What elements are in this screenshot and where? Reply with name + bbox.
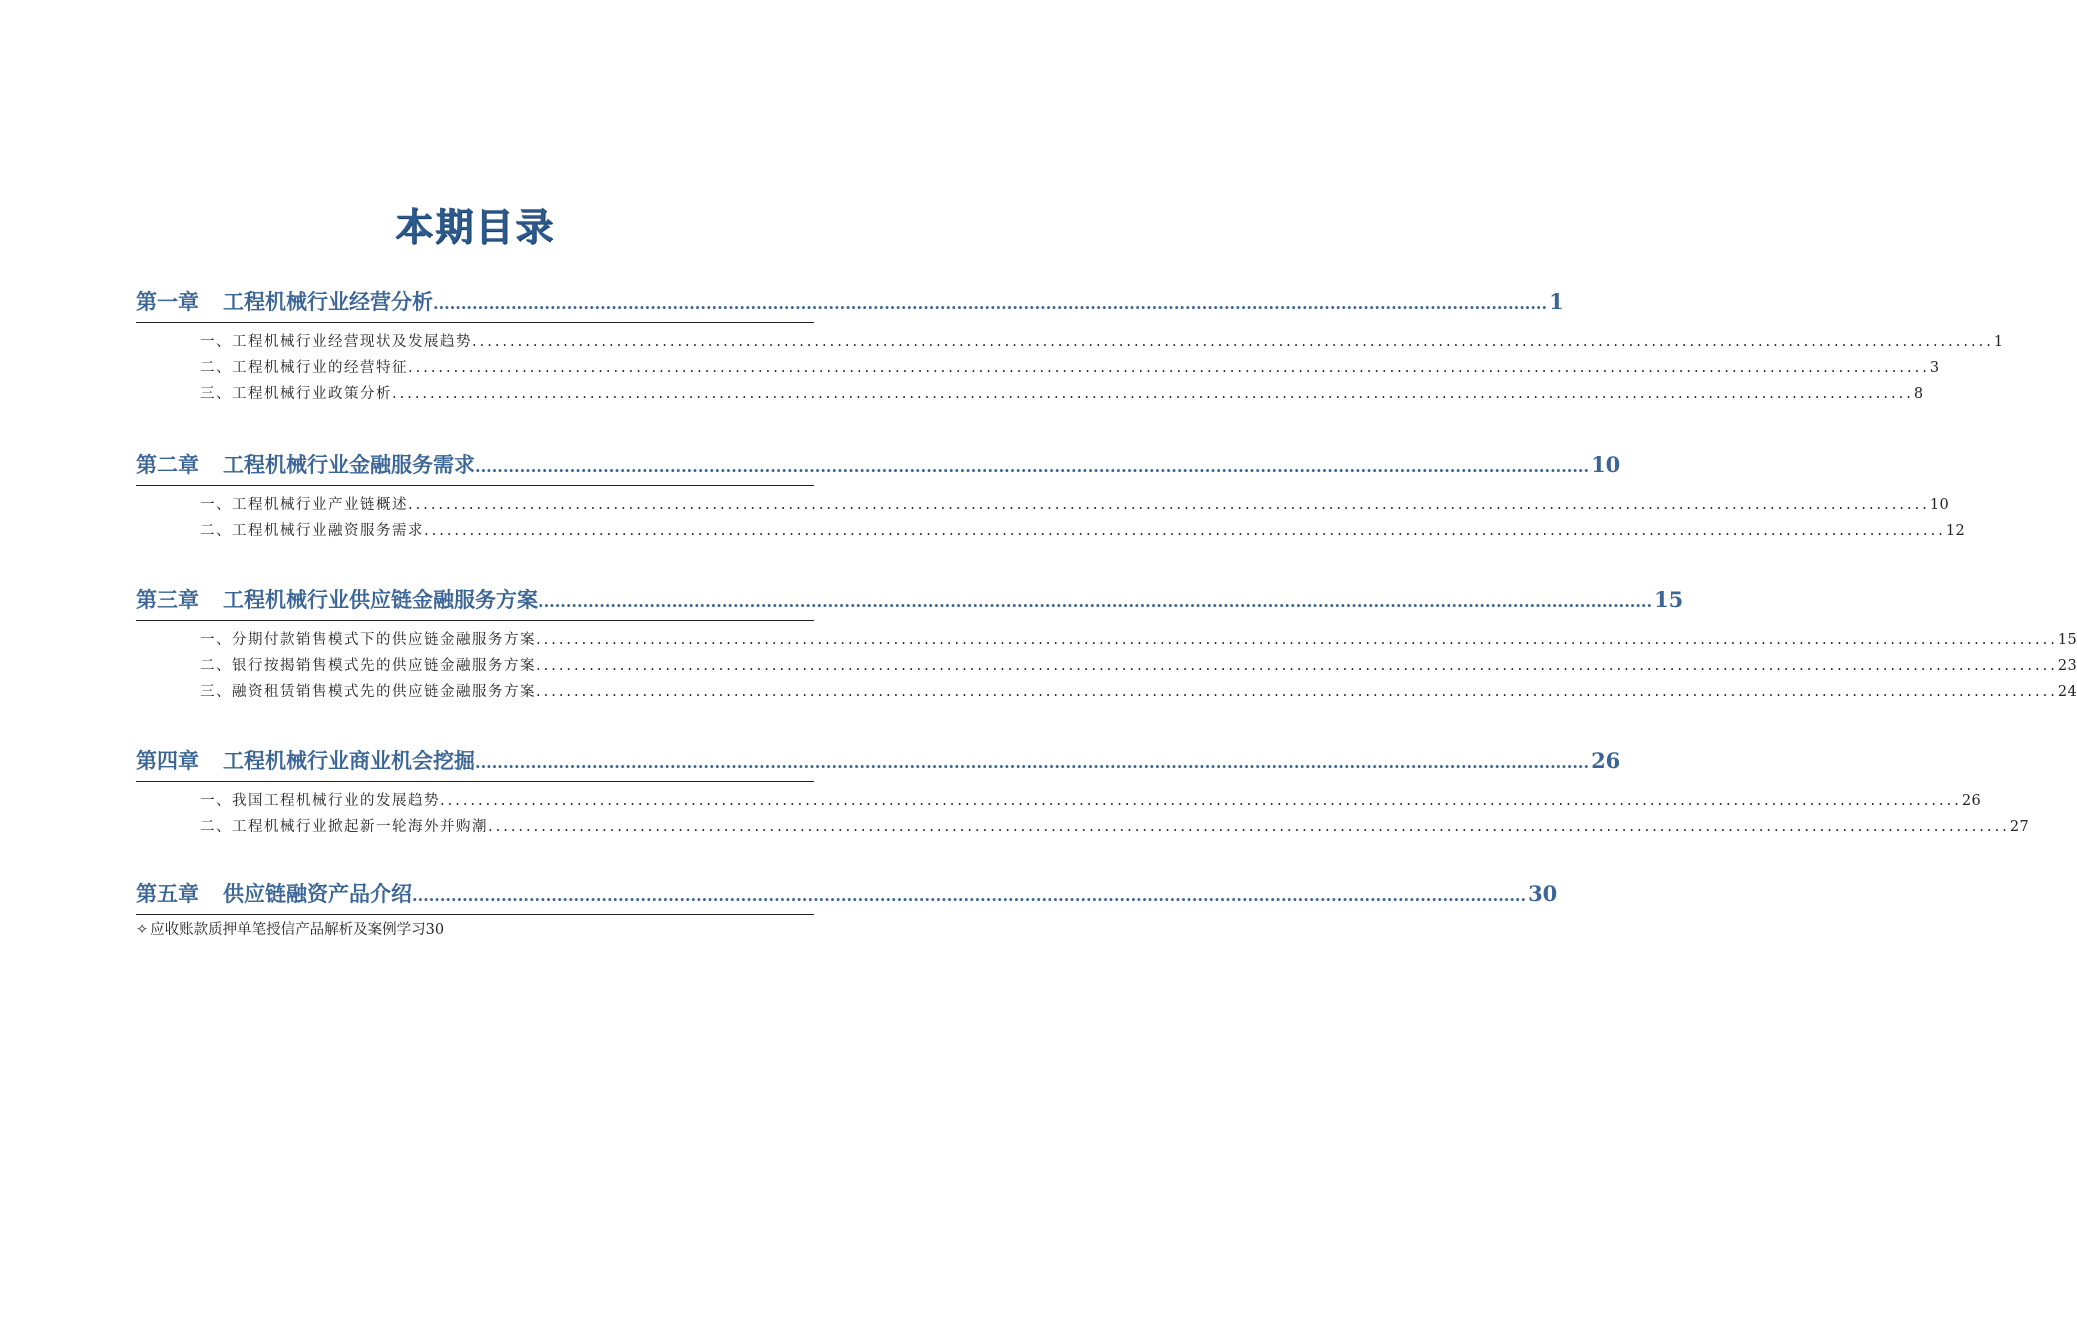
table-of-contents [136,282,2077,943]
chapter-page-number: 10 [1591,452,1621,477]
toc-section-entry[interactable] [136,814,2030,840]
page-title: 本期目录 [394,205,555,249]
chapter-page-number: 30 [1528,881,1558,906]
chapter-title: 工程机械行业供应链金融服务方案 [223,587,538,612]
section-title: 一、工程机械行业经营现状及发展趋势 [200,334,472,350]
section-list [136,782,2030,840]
toc-chapter-entry[interactable] [136,445,1621,486]
chapter-title: 工程机械行业商业机会挖掘 [223,748,475,773]
section-page-number: 1 [1993,334,2004,350]
toc-chapter-entry[interactable] [136,282,1564,323]
chapter-page-number: 15 [1654,587,1684,612]
chapter-number: 第二章 [136,452,199,477]
section-title: 二、工程机械行业融资服务需求 [200,523,424,539]
chapter-page-number: 26 [1591,748,1621,773]
toc-section-entry[interactable] [136,653,2077,679]
leader-dots: ........................................................................................................................................................................................................ [412,886,1527,905]
section-page-number: 26 [1961,793,1982,809]
section-title: 三、融资租赁销售模式先的供应链金融服务方案 [200,684,536,700]
toc-chapter [136,580,2077,705]
section-title: 二、工程机械行业的经营特征 [200,360,408,376]
toc-section-entry[interactable] [136,679,2077,705]
chapter-number: 第一章 [136,289,199,314]
section-page-number: 23 [2057,658,2077,674]
toc-section-entry[interactable] [136,788,1982,814]
leader-dots: ........................................................................................................................................................................................................ [440,793,1962,809]
leader-dots: ........................................................................................................................................................................................................ [475,753,1590,772]
toc-section-entry[interactable] [136,627,2077,653]
toc-chapter [136,282,2004,407]
toc-section-entry[interactable] [136,355,1940,381]
leader-dots: ........................................................................................................................................................................................................ [472,334,1994,350]
note-text: 应收账款质押单笔授信产品解析及案例学习30 [150,922,445,938]
leader-dots: ........................................................................................................................................................................................................ [536,684,2058,700]
section-title: 一、分期付款销售模式下的供应链金融服务方案 [200,632,536,648]
chapter-number: 第五章 [136,881,199,906]
chapter-title: 工程机械行业金融服务需求 [223,452,475,477]
toc-chapter [136,445,1966,544]
chapter-page-number: 1 [1549,289,1564,314]
leader-dots: ........................................................................................................................................................................................................ [488,819,2010,835]
section-title: 一、我国工程机械行业的发展趋势 [200,793,440,809]
leader-dots: ........................................................................................................................................................................................................ [408,360,1930,376]
toc-section-entry[interactable] [136,492,1950,518]
section-title: 三、工程机械行业政策分析 [200,386,392,402]
toc-chapter [136,874,1558,915]
section-title: 一、工程机械行业产业链概述 [200,497,408,513]
diamond-outline-icon: ✧ [136,922,149,938]
leader-dots: ........................................................................................................................................................................................................ [536,658,2058,674]
section-page-number: 12 [1945,523,1966,539]
chapter-title: 工程机械行业经营分析 [223,289,433,314]
toc-section-entry[interactable] [136,329,2004,355]
toc-chapter-entry[interactable] [136,580,1684,621]
section-page-number: 27 [2009,819,2030,835]
section-title: 二、银行按揭销售模式先的供应链金融服务方案 [200,658,536,674]
section-page-number: 15 [2057,632,2077,648]
section-list [136,323,2004,407]
section-list [136,621,2077,705]
leader-dots: ........................................................................................................................................................................................................ [538,592,1653,611]
toc-note-entry[interactable] [136,915,814,943]
toc-section-entry[interactable] [136,518,1966,544]
leader-dots: ........................................................................................................................................................................................................ [392,386,1914,402]
leader-dots: ........................................................................................................................................................................................................ [475,457,1590,476]
section-page-number: 3 [1929,360,1940,376]
leader-dots: ........................................................................................................................................................................................................ [536,632,2058,648]
leader-dots: ........................................................................................................................................................................................................ [433,294,1548,313]
section-list [136,486,1966,544]
toc-section-entry[interactable] [136,381,1924,407]
toc-chapter-entry[interactable] [136,741,1621,782]
toc-chapter-entry[interactable] [136,874,1558,915]
leader-dots: ........................................................................................................................................................................................................ [408,497,1930,513]
section-page-number: 8 [1913,386,1924,402]
chapter-number: 第三章 [136,587,199,612]
leader-dots: ........................................................................................................................................................................................................ [424,523,1946,539]
section-title: 二、工程机械行业掀起新一轮海外并购潮 [200,819,488,835]
chapter-number: 第四章 [136,748,199,773]
section-page-number: 24 [2057,684,2077,700]
toc-chapter [136,741,2030,840]
chapter-title: 供应链融资产品介绍 [223,881,412,906]
section-page-number: 10 [1929,497,1950,513]
